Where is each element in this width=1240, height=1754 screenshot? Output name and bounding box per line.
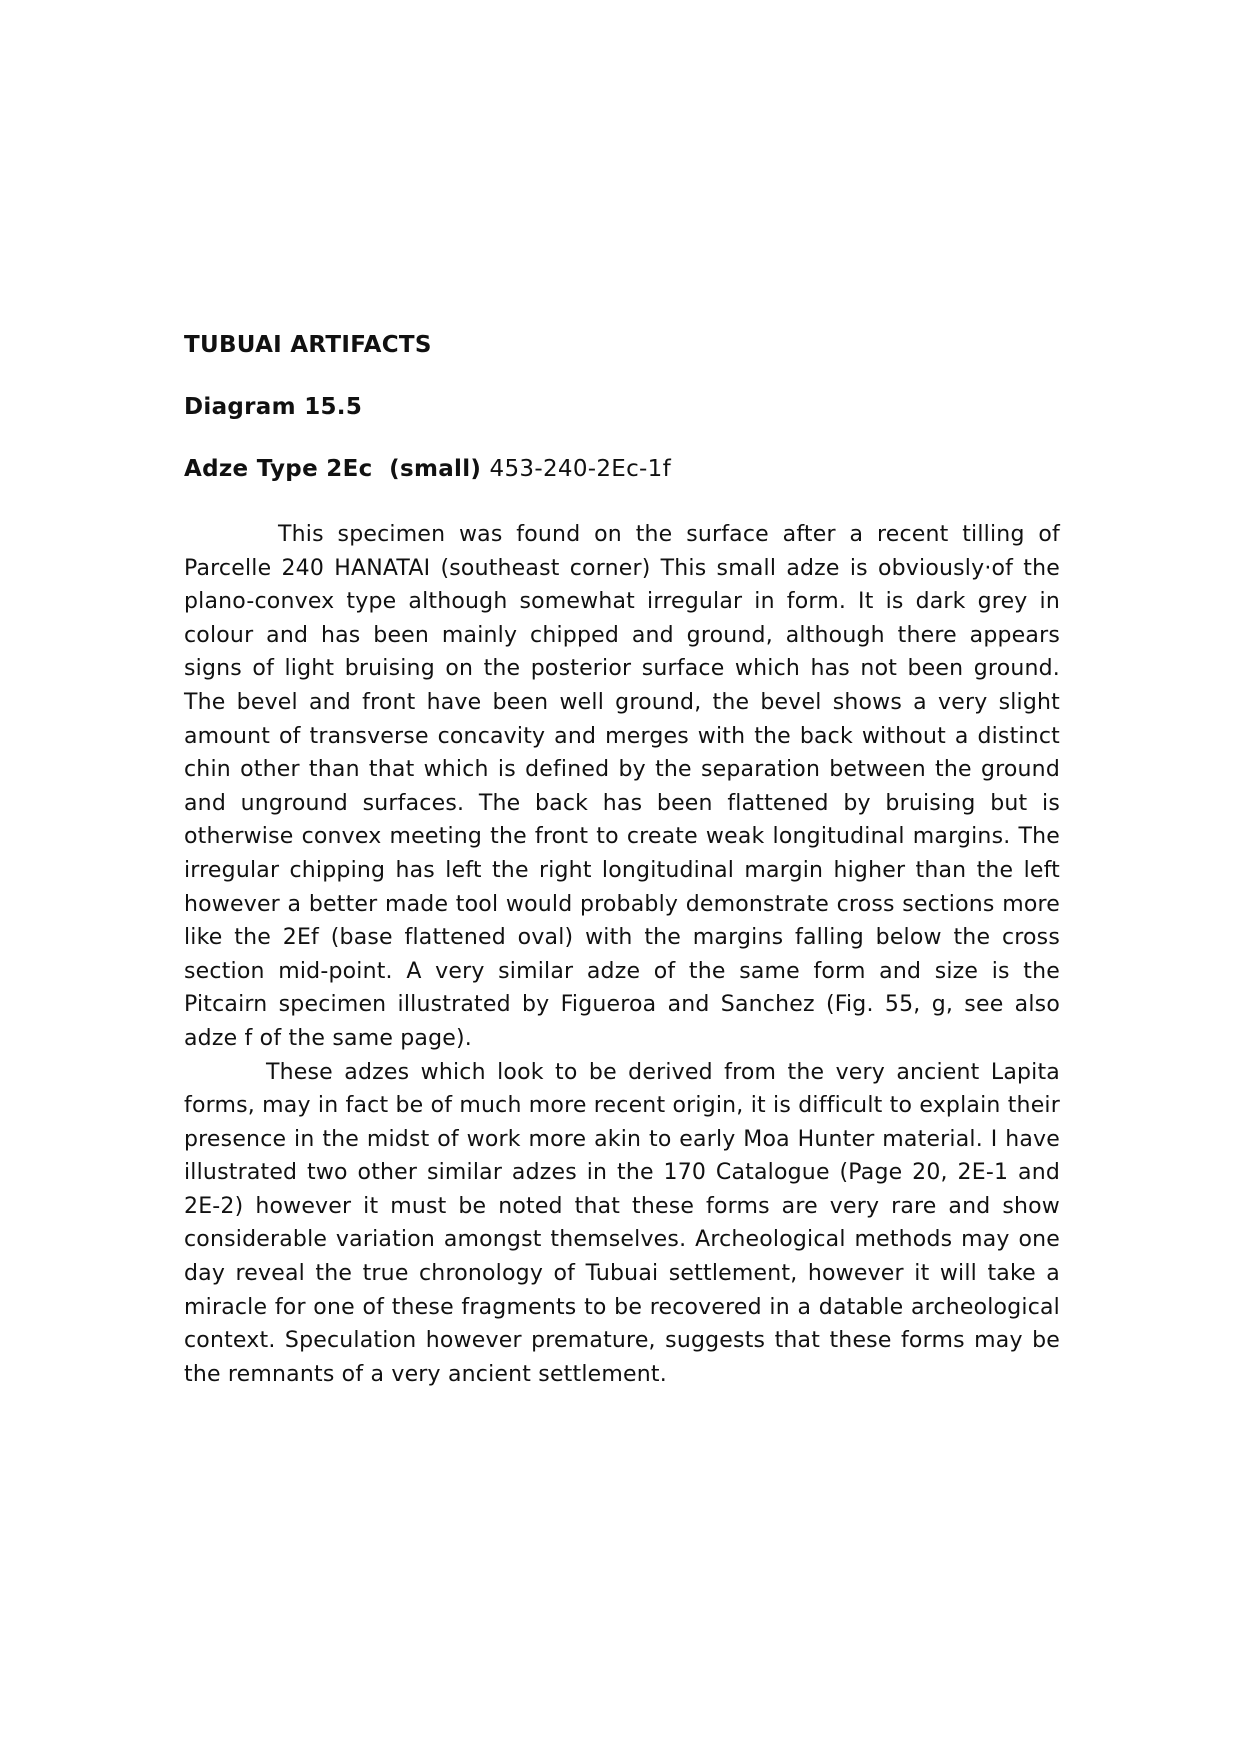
adze-type-heading (184, 454, 1060, 484)
diagram-label: Diagram 15.5 (184, 394, 363, 420)
document-page (184, 330, 1060, 1391)
paragraph-discussion: These adzes which look to be derived from the very ancient Lapita forms, may in fact be of much more recent origin, it is difficult to explain their presence in the midst of work more akin to early Moa Hunter material. I have illustrated two other similar adzes in the 170 Catalogue (Page 20, 2E-1 and 2E-2) however it must be noted that these forms are very rare and show considerable variation amongst themselves. Archeological methods may one day reveal the true chronology of Tubuai settlement, however it will take a miracle for one of these fragments to be recovered in a datable archeological context. Speculation however premature, suggests that these forms may be the remnants of a very ancient settlement. (184, 1059, 1060, 1387)
adze-size-label: (small) (389, 456, 482, 482)
adze-type-label: Adze Type 2Ec (184, 456, 373, 482)
specimen-code: 453-240-2Ec-1f (489, 456, 671, 482)
document-title: TUBUAI ARTIFACTS (184, 332, 432, 358)
paragraph-specimen-description: This specimen was found on the surface after a recent tilling of Parcelle 240 HANATAI (southeast corner) This small adze is obviously·of the plano-convex type although somewhat irregular in form. It is dark grey in colour and has been mainly chipped and ground, although there appears signs of light bruising on the posterior surface which has not been ground. The bevel and front have been well ground, the bevel shows a very slight amount of transverse concavity and merges with the back without a distinct chin other than that which is defined by the separation between the ground and unground surfaces. The back has been flattened by bruising but is otherwise convex meeting the front to create weak longitudinal margins. The irregular chipping has left the right longitudinal margin higher than the left however a better made tool would probably demonstrate cross sections more like the 2Ef (base flattened oval) with the margins falling below the cross section mid-point. A very similar adze of the same form and size is the Pitcairn specimen illustrated by Figueroa and Sanchez (Fig. 55, g, see also adze f of the same page). (184, 522, 1060, 1051)
